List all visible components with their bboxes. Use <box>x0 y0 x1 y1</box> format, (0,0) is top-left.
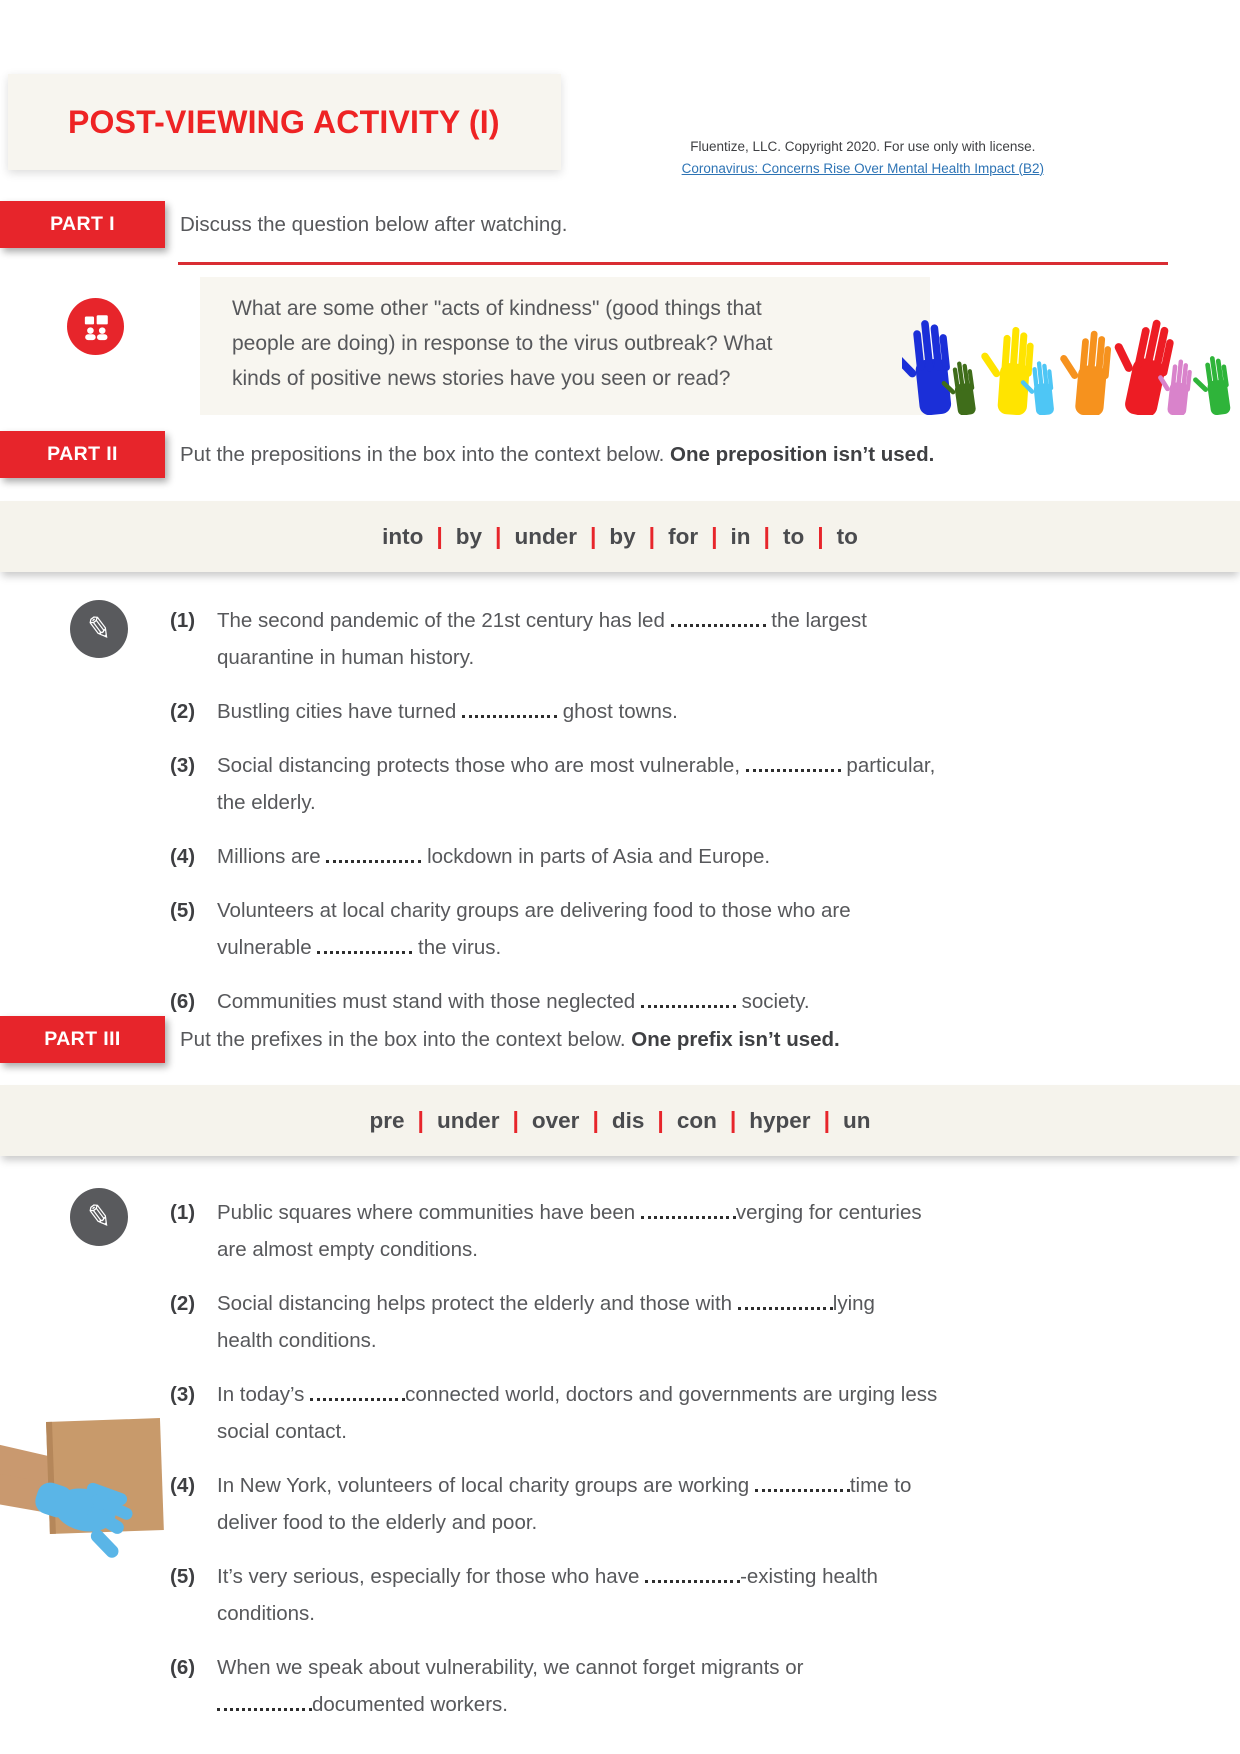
item-text: Bustling cities have turned ghost towns. <box>217 700 678 723</box>
video-link[interactable]: Coronavirus: Concerns Rise Over Mental Health Impact (B2) <box>681 160 1044 176</box>
item-text: Volunteers at local charity groups are delivering food to those who are vulnerable the virus. <box>217 899 851 959</box>
word-separator: | <box>763 523 770 549</box>
gloved-hands-cardboard-box-image <box>0 1398 235 1570</box>
word-option: dis <box>611 1107 645 1133</box>
word-option: con <box>676 1107 717 1133</box>
item-number: (2) <box>170 1292 196 1315</box>
exercise-item <box>170 1558 1090 1632</box>
fill-in-blank <box>738 1303 833 1310</box>
part2-items <box>170 602 1120 1037</box>
word-option: un <box>843 1107 871 1133</box>
exercise-item <box>170 1376 1090 1450</box>
part3-instruction-bold: One prefix isn’t used. <box>631 1027 840 1051</box>
word-option: pre <box>369 1107 405 1133</box>
item-text: In New York, volunteers of local charity groups are working time to deliver food to the elderly and poor. <box>217 1474 912 1534</box>
part3-items <box>170 1194 1090 1740</box>
exercise-item <box>170 747 1120 821</box>
part3-badge: PART III <box>0 1016 165 1063</box>
word-separator: | <box>729 1107 737 1133</box>
preposition-word-box <box>0 501 1240 572</box>
word-separator: | <box>589 523 597 549</box>
word-separator: | <box>711 523 718 549</box>
fill-in-blank <box>326 856 421 863</box>
item-number: (1) <box>170 609 196 632</box>
item-text: The second pandemic of the 21st century has led the largest quarantine in human history. <box>217 609 867 669</box>
exercise-item <box>170 693 1120 730</box>
exercise-item <box>170 1649 1090 1723</box>
word-separator: | <box>592 1107 599 1133</box>
item-number: (4) <box>170 845 196 868</box>
exercise-item <box>170 838 1120 875</box>
fill-in-blank <box>645 1576 740 1583</box>
item-number: (6) <box>170 990 196 1013</box>
word-option: to <box>782 523 805 549</box>
exercise-item <box>170 1285 1090 1359</box>
item-number: (3) <box>170 754 196 777</box>
part2-badge: PART II <box>0 431 165 478</box>
fill-in-blank <box>641 1212 736 1219</box>
item-number: (1) <box>170 1201 196 1224</box>
item-number: (6) <box>170 1656 196 1679</box>
item-number: (5) <box>170 899 196 922</box>
word-option: to <box>836 523 858 549</box>
word-option: by <box>609 523 636 549</box>
fill-in-blank <box>671 620 766 627</box>
copyright-text: Fluentize, LLC. Copyright 2020. For use only with license. <box>690 139 1036 154</box>
pencil-icon <box>70 1188 128 1246</box>
item-number: (3) <box>170 1383 196 1406</box>
word-option: in <box>730 523 751 549</box>
question-line: kinds of positive news stories have you seen or read? <box>232 367 731 390</box>
word-option: over <box>531 1107 580 1133</box>
part2-instruction-text: Put the prepositions in the box into the context below. <box>180 442 671 466</box>
word-separator: | <box>495 523 502 549</box>
word-separator: | <box>817 523 824 549</box>
section-divider <box>178 262 1168 265</box>
part2-instruction <box>180 431 934 478</box>
part2-instruction-bold: One preposition isn’t used. <box>670 442 935 466</box>
exercise-item <box>170 892 1120 966</box>
prefix-word-box <box>0 1085 1240 1156</box>
word-separator: | <box>512 1107 519 1133</box>
item-number: (5) <box>170 1565 196 1588</box>
fill-in-blank <box>755 1485 850 1492</box>
exercise-item <box>170 1194 1090 1268</box>
word-option: into <box>382 523 424 549</box>
word-option: under <box>436 1107 500 1133</box>
question-line: What are some other "acts of kindness" (good things that <box>232 297 762 320</box>
discussion-icon-glyph <box>77 308 115 346</box>
word-separator: | <box>417 1107 424 1133</box>
fill-in-blank <box>462 711 557 718</box>
page-title: POST-VIEWING ACTIVITY (I) <box>68 103 500 140</box>
word-separator: | <box>657 1107 664 1133</box>
raised-hands-illustration <box>902 303 1240 415</box>
item-text: It’s very serious, especially for those who have -existing health conditions. <box>217 1565 878 1625</box>
title-box <box>8 74 561 170</box>
exercise-item <box>170 602 1120 676</box>
item-text: In today’s connected world, doctors and governments are urging less social contact. <box>217 1383 938 1443</box>
item-text: Social distancing helps protect the elderly and those with lying health conditions. <box>217 1292 875 1352</box>
item-number: (4) <box>170 1474 196 1497</box>
fill-in-blank <box>310 1394 405 1401</box>
word-option: by <box>455 523 483 549</box>
copyright-block <box>682 136 1044 179</box>
exercise-item <box>170 983 1120 1020</box>
item-text: When we speak about vulnerability, we cannot forget migrants or documented workers. <box>217 1656 804 1716</box>
item-text: Millions are lockdown in parts of Asia and Europe. <box>217 845 771 868</box>
word-separator: | <box>436 523 443 549</box>
discussion-question-box <box>200 277 930 415</box>
fill-in-blank <box>641 1001 736 1008</box>
word-option: hyper <box>749 1107 811 1133</box>
part3-instruction-text: Put the prefixes in the box into the context below. <box>180 1027 632 1051</box>
word-option: for <box>668 523 699 549</box>
item-text: Social distancing protects those who are most vulnerable, particular, the elderly. <box>217 754 936 814</box>
word-separator: | <box>823 1107 830 1133</box>
pencil-icon-glyph: ✎ <box>83 1197 115 1237</box>
item-number: (2) <box>170 700 196 723</box>
part3-instruction <box>180 1016 840 1063</box>
part1-badge: PART I <box>0 201 165 248</box>
discussion-icon <box>67 298 124 355</box>
part1-instruction: Discuss the question below after watching. <box>180 212 568 236</box>
fill-in-blank <box>746 765 841 772</box>
exercise-item <box>170 1467 1090 1541</box>
fill-in-blank <box>317 947 412 954</box>
question-line: people are doing) in response to the virus outbreak? What <box>232 332 773 355</box>
pencil-icon-glyph: ✎ <box>83 609 115 649</box>
word-option: under <box>514 523 577 549</box>
fill-in-blank <box>217 1704 312 1711</box>
item-text: Public squares where communities have been verging for centuries are almost empty conditions. <box>217 1201 922 1261</box>
pencil-icon <box>70 600 128 658</box>
item-text: Communities must stand with those neglected society. <box>217 990 810 1013</box>
word-separator: | <box>648 523 656 549</box>
